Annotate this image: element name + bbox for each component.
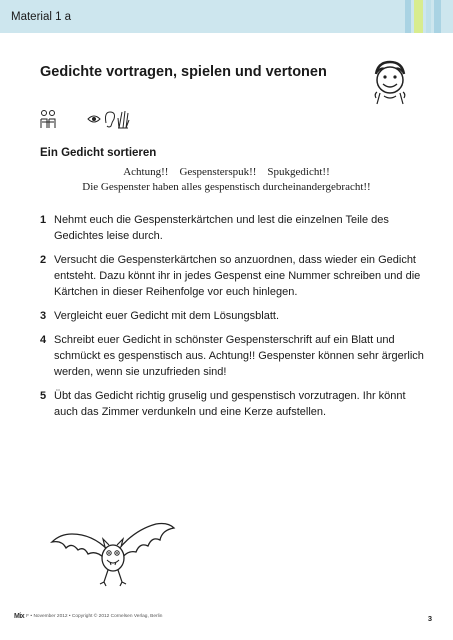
- task-number: 1: [40, 214, 47, 226]
- material-label: Material 1 a: [11, 11, 72, 23]
- task-text: Schreibt euer Gedicht in schönster Gespensterschrift auf ein Blatt und schmückt es gespenstisch aus. Achtung!! Gespenster können sehr ärgerlich werden, wenn sie unzufrieden sind!: [54, 334, 424, 378]
- hand-icon: [118, 111, 129, 128]
- header-bar: [0, 0, 453, 33]
- task-item: [40, 212, 425, 244]
- task-number: 2: [40, 254, 47, 266]
- smiling-child-face-icon: [368, 58, 412, 106]
- task-text: Vergleicht euer Gedicht mit dem Lösungsblatt.: [54, 310, 280, 322]
- task-list: [40, 212, 425, 428]
- stripe: [414, 0, 423, 33]
- task-item: [40, 308, 425, 324]
- task-number: 4: [40, 334, 47, 346]
- poem-line: Die Gespenster haben alles gespenstisch durcheinandergebracht!!: [82, 181, 371, 193]
- task-item: [40, 388, 425, 420]
- section-heading: Ein Gedicht sortieren: [40, 147, 157, 159]
- activity-symbols: [40, 108, 130, 130]
- task-item: [40, 332, 425, 380]
- ear-icon: [106, 112, 115, 127]
- page-number: 3: [427, 614, 432, 623]
- task-text: Nehmt euch die Gespensterkärtchen und lest die einzelnen Teile des Gedichtes leise durch.: [54, 214, 389, 242]
- page-title: Gedichte vortragen, spielen und vertonen: [40, 64, 327, 80]
- task-text: Übt das Gedicht richtig gruselig und gespenstisch vorzutragen. Ihr könnt auch das Zimmer verdunkeln und eine Kerze aufstellen.: [54, 390, 406, 418]
- task-item: [40, 252, 425, 300]
- group-work-icon: [41, 111, 55, 129]
- task-number: 5: [40, 390, 47, 402]
- eye-icon: [88, 116, 100, 122]
- decorative-stripes: [402, 0, 441, 33]
- task-text: Versucht die Gespensterkärtchen so anzuordnen, dass wieder ein Gedicht entsteht. Dazu könnt ihr in jedes Gespenst eine Nummer schreiben und die Kärtchen in dieser Reihenfolge vor euch hinlegen.: [54, 254, 421, 298]
- task-number: 3: [40, 310, 47, 322]
- bat-icon: [48, 520, 176, 590]
- stripe: [426, 0, 431, 33]
- footer: [14, 613, 162, 620]
- publisher-logo: Mix: [14, 613, 25, 620]
- stripe: [434, 0, 441, 33]
- poem-line: Achtung!! Gespensterspuk!! Spukgedicht!!: [123, 166, 330, 178]
- stripe: [405, 0, 411, 33]
- copyright-text: F • November 2012 • Copyright © 2012 Cornelsen Verlag, Berlin: [26, 614, 163, 619]
